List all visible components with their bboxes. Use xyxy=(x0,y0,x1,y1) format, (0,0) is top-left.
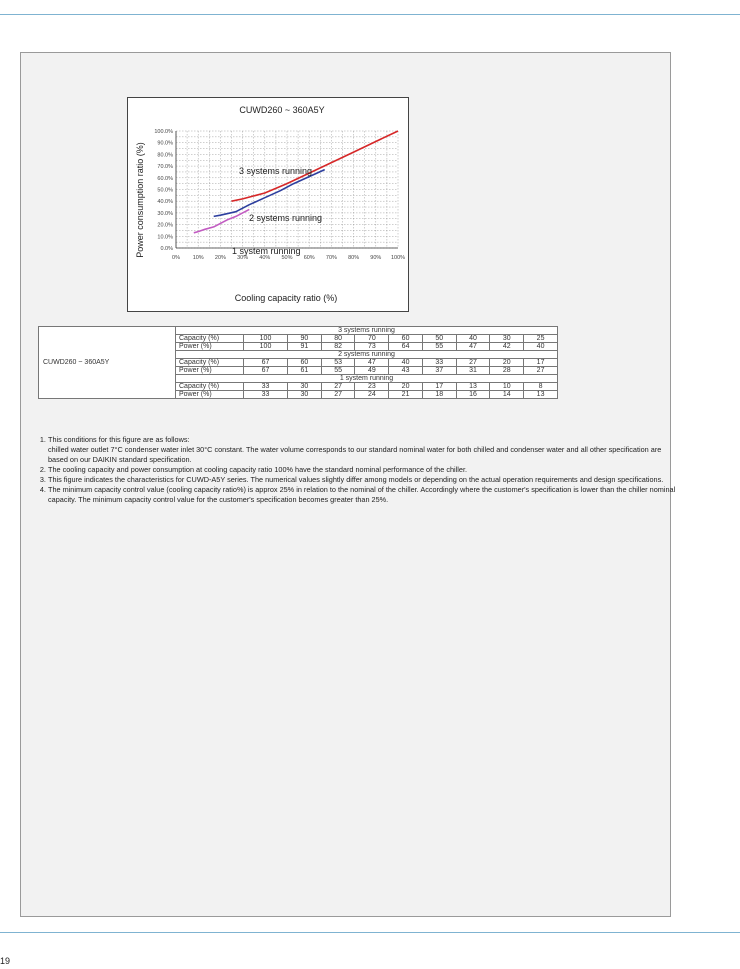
row-label: Power (%) xyxy=(176,367,244,375)
y-tick-label: 70.0% xyxy=(157,164,173,171)
table-cell: 70 xyxy=(355,335,389,343)
y-tick-label: 0.0% xyxy=(160,246,173,252)
table-cell: 55 xyxy=(422,343,456,351)
table-group-header xyxy=(39,327,558,335)
table-cell: 67 xyxy=(244,359,288,367)
table-cell: 33 xyxy=(422,359,456,367)
table-cell: 64 xyxy=(389,343,423,351)
table-cell: 10 xyxy=(490,383,524,391)
table-cell: 90 xyxy=(288,335,322,343)
y-tick-label: 10.0% xyxy=(157,234,173,241)
table-cell: 8 xyxy=(524,383,558,391)
table-cell: 27 xyxy=(456,359,490,367)
table-cell: 40 xyxy=(524,343,558,351)
group-label: 1 system running xyxy=(176,375,558,383)
table-cell: 21 xyxy=(389,391,423,399)
label-1-system: 1 system running xyxy=(232,246,301,256)
label-2-systems: 2 systems running xyxy=(249,213,323,223)
note-2: 2. The cooling capacity and power consumption at cooling capacity ratio 100% have the standard nominal performance of the chiller. xyxy=(48,465,678,475)
table-cell: 33 xyxy=(244,391,288,399)
table-cell: 47 xyxy=(355,359,389,367)
table-cell: 14 xyxy=(490,391,524,399)
table-cell: 24 xyxy=(355,391,389,399)
table-cell: 17 xyxy=(422,383,456,391)
table-cell: 30 xyxy=(490,335,524,343)
row-label: Capacity (%) xyxy=(176,383,244,391)
row-label: Capacity (%) xyxy=(176,359,244,367)
table-cell: 16 xyxy=(456,391,490,399)
top-rule xyxy=(0,14,740,15)
table-cell: 42 xyxy=(490,343,524,351)
x-tick-label: 50% xyxy=(281,255,293,261)
table-cell: 27 xyxy=(321,383,355,391)
table-cell: 100 xyxy=(244,335,288,343)
table-cell: 27 xyxy=(321,391,355,399)
table-cell: 17 xyxy=(524,359,558,367)
note-4: 4. The minimum capacity control value (cooling capacity ratio%) is approx 25% in relation to the nominal of the chiller. Accordingly where the customer's specification is lower than the chiller nominal capacity. The minimum capacity control value for the customer's specification becomes greater than 25%. xyxy=(48,485,678,505)
table-cell: 25 xyxy=(524,335,558,343)
table-cell: 40 xyxy=(456,335,490,343)
note-1: 1. This conditions for this figure are as follows: chilled water outlet 7°C condenser water inlet 30°C constant. The water volume corresponds to our standard nominal water for both chilled and condenser water and all other specification are based on our DAIKIN standard specification. xyxy=(48,435,678,465)
y-tick-label: 20.0% xyxy=(157,222,173,229)
table-cell: 50 xyxy=(422,335,456,343)
y-tick-label: 40.0% xyxy=(157,199,173,206)
x-axis-label: Cooling capacity ratio (%) xyxy=(234,293,338,303)
table-cell: 33 xyxy=(244,383,288,391)
table-cell: 20 xyxy=(389,383,423,391)
table-cell: 67 xyxy=(244,367,288,375)
chart-grid xyxy=(176,131,398,248)
table-cell: 27 xyxy=(524,367,558,375)
table-cell: 91 xyxy=(288,343,322,351)
y-tick-label: 80.0% xyxy=(157,152,173,159)
table-cell: 28 xyxy=(490,367,524,375)
table-cell: 53 xyxy=(321,359,355,367)
table-cell: 60 xyxy=(288,359,322,367)
y-tick-label: 30.0% xyxy=(157,210,173,217)
y-axis-label: Power consumption ratio (%) xyxy=(135,142,145,258)
table-cell: 80 xyxy=(321,335,355,343)
series-line-1 xyxy=(214,170,325,217)
label-3-systems: 3 systems running xyxy=(239,166,313,176)
x-tick-label: 40% xyxy=(259,255,271,261)
table-cell: 47 xyxy=(456,343,490,351)
chart-ticks xyxy=(154,129,405,261)
table-cell: 23 xyxy=(355,383,389,391)
table-cell: 60 xyxy=(389,335,423,343)
group-label: 2 systems running xyxy=(176,351,558,359)
table-cell: 30 xyxy=(288,391,322,399)
power-consumption-chart xyxy=(128,98,410,313)
x-tick-label: 90% xyxy=(370,255,382,261)
x-tick-label: 30% xyxy=(237,255,249,261)
x-tick-label: 20% xyxy=(214,255,226,261)
x-tick-label: 70% xyxy=(325,255,337,261)
y-tick-label: 90.0% xyxy=(157,140,173,147)
table-cell: 100 xyxy=(244,343,288,351)
row-label: Power (%) xyxy=(176,391,244,399)
table-cell: 20 xyxy=(490,359,524,367)
table-cell: 31 xyxy=(456,367,490,375)
table-cell: 37 xyxy=(422,367,456,375)
table-cell: 73 xyxy=(355,343,389,351)
page-number: 19 xyxy=(0,956,11,966)
table-cell: 49 xyxy=(355,367,389,375)
chart-title: CUWD260 ~ 360A5Y xyxy=(239,105,325,115)
table-cell: 30 xyxy=(288,383,322,391)
x-tick-label: 100% xyxy=(390,255,406,261)
table-cell: 40 xyxy=(389,359,423,367)
model-cell: CUWD260 ~ 360A5Y xyxy=(39,327,176,399)
group-label: 3 systems running xyxy=(176,327,558,335)
table-cell: 55 xyxy=(321,367,355,375)
x-tick-label: 80% xyxy=(348,255,360,261)
y-tick-label: 60.0% xyxy=(157,175,173,182)
row-label: Capacity (%) xyxy=(176,335,244,343)
bottom-rule xyxy=(0,932,740,933)
y-tick-label: 100.0% xyxy=(154,129,173,135)
y-tick-label: 50.0% xyxy=(157,187,173,194)
capacity-power-table xyxy=(38,326,558,399)
table-cell: 43 xyxy=(389,367,423,375)
table-cell: 13 xyxy=(524,391,558,399)
note-3: 3. This figure indicates the characteristics for CUWD-A5Y series. The numerical values slightly differ among models or depending on the actual operation requirements and design specifications. xyxy=(48,475,678,485)
table-cell: 18 xyxy=(422,391,456,399)
x-tick-label: 0% xyxy=(172,255,180,261)
x-tick-label: 60% xyxy=(303,255,315,261)
table-cell: 61 xyxy=(288,367,322,375)
notes xyxy=(38,435,678,505)
table-cell: 13 xyxy=(456,383,490,391)
table-cell: 82 xyxy=(321,343,355,351)
chart-frame xyxy=(127,97,409,312)
row-label: Power (%) xyxy=(176,343,244,351)
x-tick-label: 10% xyxy=(192,255,204,261)
